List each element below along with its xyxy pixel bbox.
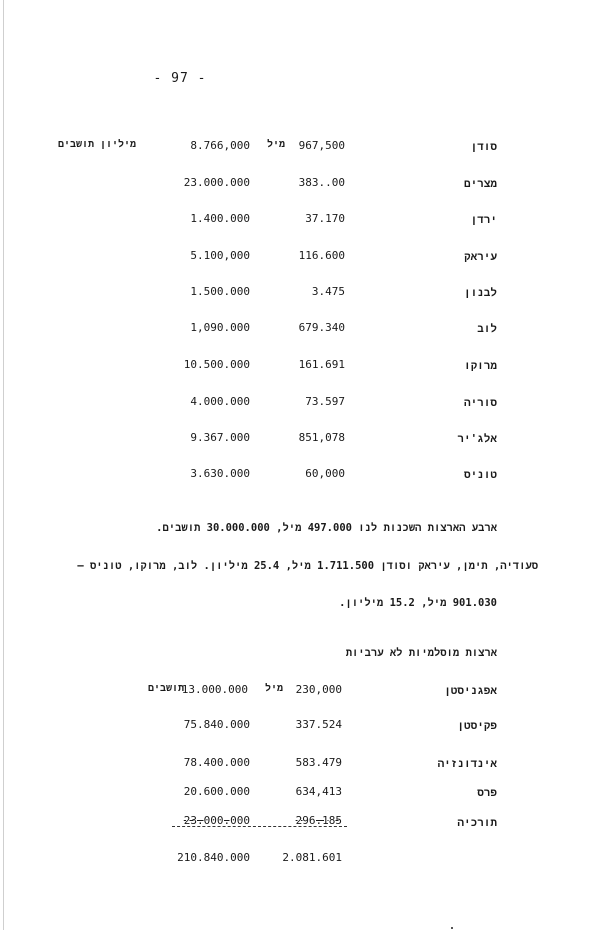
table-row-area: 161.691 bbox=[298, 358, 345, 371]
table-row-area: 851,078 bbox=[298, 431, 345, 444]
residents-label: תושבים bbox=[147, 683, 184, 694]
table-row-population: 5.100,000 bbox=[190, 249, 250, 262]
table-row-population: 9.367.000 bbox=[190, 431, 250, 444]
table-row-population: 23.000.000 bbox=[183, 176, 250, 189]
total-population: 210.840.000 bbox=[177, 851, 250, 864]
table-row-country: אינדונזיה bbox=[437, 757, 497, 770]
population-label: מיליון תושבים bbox=[57, 139, 136, 150]
scan-speck bbox=[451, 927, 453, 929]
page-number: - 97 - bbox=[153, 71, 207, 86]
table-row-area: 60,000 bbox=[305, 467, 345, 480]
table-row-population: 4.000.000 bbox=[190, 395, 250, 408]
table-row-area: 296.185 bbox=[295, 814, 342, 827]
table-row-population: 8.766,000 bbox=[190, 139, 250, 152]
table-row-country: פרס bbox=[477, 786, 497, 799]
table-row-population: 78.400.000 bbox=[183, 756, 250, 769]
table-row-area: 116.600 bbox=[298, 249, 345, 262]
table-row-country: לוב bbox=[477, 322, 497, 335]
table-row-country: עיראק bbox=[463, 250, 497, 263]
table-row-population: 1.500.000 bbox=[190, 285, 250, 298]
table-row-area: 967,500 bbox=[298, 139, 345, 152]
table-row-country: לבנון bbox=[463, 286, 497, 299]
table-row-population: 23.000.000 bbox=[183, 814, 250, 827]
table-row-area: 337.524 bbox=[295, 718, 342, 731]
table-row-area: 679.340 bbox=[298, 321, 345, 334]
table-row-population: 1.400.000 bbox=[190, 212, 250, 225]
table-row-area: 73.597 bbox=[305, 395, 345, 408]
table-row-population: 20.600.000 bbox=[183, 785, 250, 798]
page-edge-line bbox=[3, 0, 4, 930]
table-row-population: 75.840.000 bbox=[183, 718, 250, 731]
table-row-country: סוריה bbox=[463, 396, 497, 409]
mile-label: מיל bbox=[264, 683, 283, 694]
table-row-population: 3.630.000 bbox=[190, 467, 250, 480]
table-row-population: 13.000.000 bbox=[181, 683, 248, 696]
table-row-area: 3.475 bbox=[311, 285, 345, 298]
paragraph-libya-total: 901.030 מיל, 15.2 מיליון. bbox=[339, 597, 497, 609]
table-row-population: 10.500.000 bbox=[183, 358, 250, 371]
table-row-country: אפגניסטן bbox=[444, 684, 497, 697]
table-row-area: 634,413 bbox=[295, 785, 342, 798]
table-row-area: 383..00 bbox=[298, 176, 345, 189]
table-row-country: פקיסטן bbox=[457, 719, 497, 732]
table-row-country: מצרים bbox=[463, 177, 497, 190]
mile-label: מיל bbox=[266, 139, 285, 150]
paragraph-neighbors: ארבע הארצות השכנות לנו 497.000 מיל, 30.000.000 תושבים. bbox=[156, 522, 497, 534]
paragraph-saudi: סעודיה, תימן, עיראק וסודן 1.711.500 מיל, 25.4 מיליון. לוב, מרוקו, טוניס – bbox=[77, 560, 538, 572]
table-row-country: טוניס bbox=[463, 468, 497, 481]
table-row-country: ירדן bbox=[470, 213, 497, 226]
table-row-country: תורכיה bbox=[457, 816, 497, 829]
table-row-area: 583.479 bbox=[295, 756, 342, 769]
table-row-population: 1,090.000 bbox=[190, 321, 250, 334]
non-arab-heading: ארצות מוסלמיות לא ערביות bbox=[345, 647, 497, 659]
table-row-country: סודן bbox=[470, 140, 497, 153]
table-row-country: אלג'יר bbox=[457, 432, 497, 445]
table-row-area: 37.170 bbox=[305, 212, 345, 225]
total-area: 2.081.601 bbox=[282, 851, 342, 864]
sum-rule bbox=[172, 826, 347, 827]
table-row-area: 230,000 bbox=[295, 683, 342, 696]
table-row-country: מרוקו bbox=[463, 359, 497, 372]
